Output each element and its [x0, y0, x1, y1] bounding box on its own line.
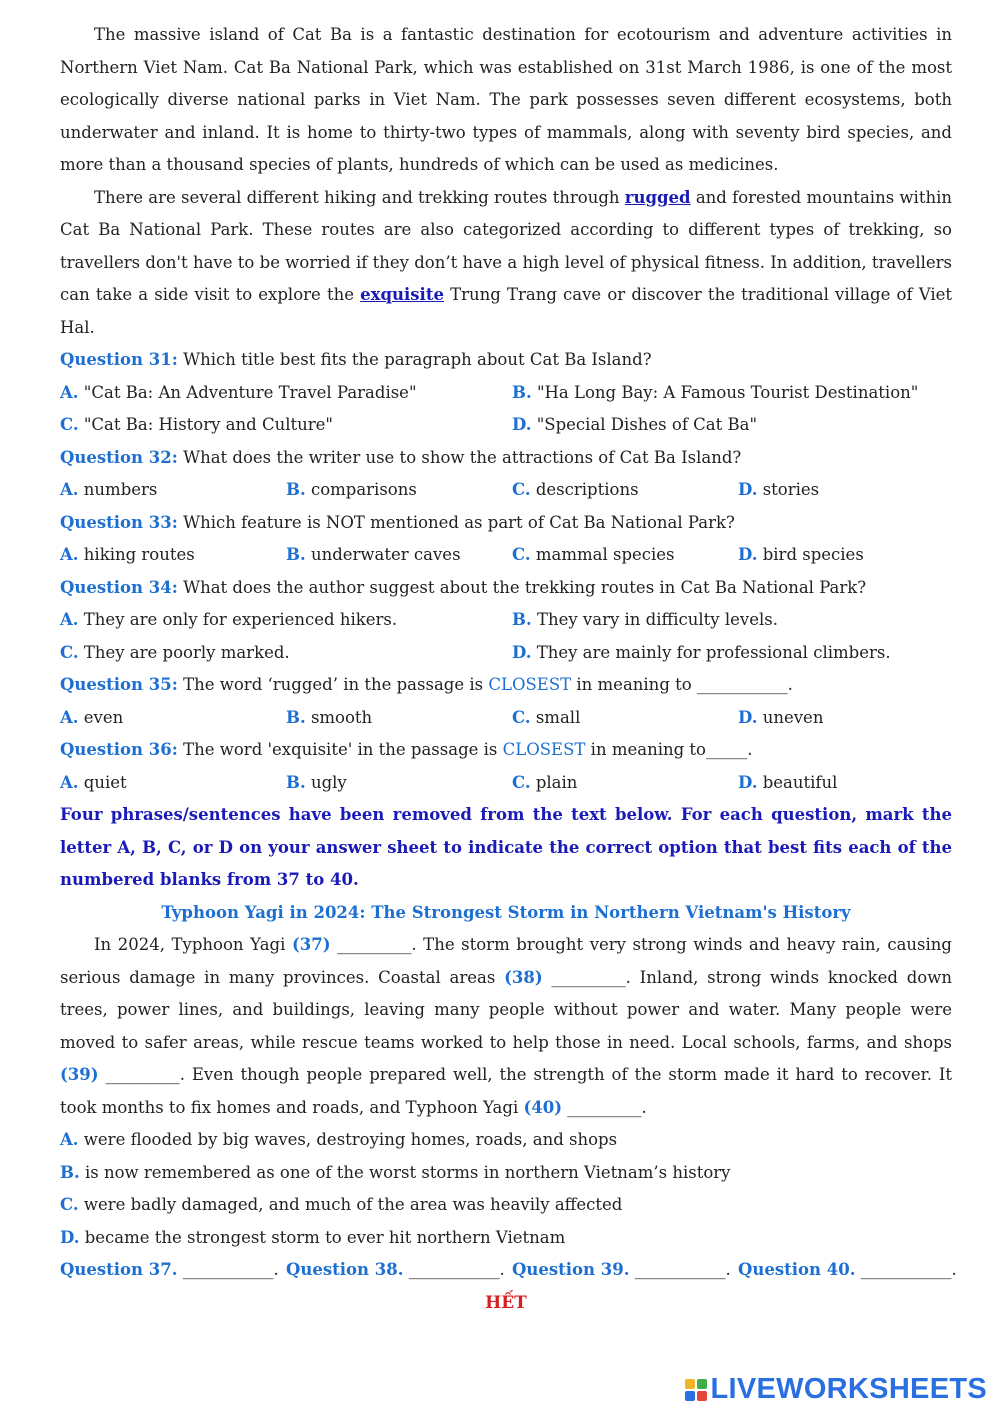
logo-square-2 — [697, 1379, 707, 1389]
option-b[interactable]: B. comparisons — [286, 480, 417, 499]
option-a[interactable]: A. "Cat Ba: An Adventure Travel Paradise" — [60, 382, 417, 402]
option-a[interactable]: A. hiking routes — [60, 545, 195, 564]
question-31: Question 31: Which title best fits the paragraph about Cat Ba Island? — [60, 350, 652, 369]
option-c[interactable]: C. mammal species — [512, 545, 675, 564]
question-33: Question 33: Which feature is NOT mentioned as part of Cat Ba National Park? — [60, 512, 735, 532]
option-d[interactable]: D. uneven — [738, 707, 824, 727]
gap-option-d: D. became the strongest storm to ever hit northern Vietnam — [60, 1227, 566, 1247]
brand-name: LIVEWORKSHEETS — [710, 1373, 987, 1405]
blank-39-marker: (39) — [60, 1065, 99, 1084]
highlight-word-rugged: rugged — [624, 187, 691, 207]
passage-2-text: In 2024, Typhoon Yagi (37) _________. The storm brought very strong winds and heavy rain, causing serious damage in many provinces. Coastal areas (38) _________. Inland, strong winds knocked down trees, power lines, and buildings, leaving many people without power and water. Many people were moved to safer areas, while rescue teams worked to help those in need. Local schools, farms, and shops (39) _________. Even though people prepared well, the strength of the storm made it hard to recover. It took months to fix homes and roads, and Typhoon Yagi (40) _________. — [60, 935, 952, 1117]
question-36-options — [60, 767, 952, 800]
option-c[interactable]: C. small — [512, 707, 581, 727]
blank-40-marker: (40) — [523, 1097, 563, 1117]
blank-37-marker: (37) — [291, 935, 331, 954]
gap-option-a: A. were flooded by big waves, destroying homes, roads, and shops — [60, 1130, 618, 1149]
gap-option-b: B. is now remembered as one of the worst storms in northern Vietnam’s history — [60, 1162, 731, 1182]
question-32: Question 32: What does the writer use to show the attractions of Cat Ba Island? — [60, 447, 742, 467]
option-c[interactable]: C. plain — [512, 772, 578, 792]
question-34-options-row-1 — [60, 604, 952, 637]
option-a[interactable]: A. numbers — [60, 480, 158, 499]
option-d[interactable]: D. They are mainly for professional climbers. — [512, 642, 891, 662]
answer-slot-38[interactable]: Question 38. ___________. — [286, 1260, 505, 1279]
logo-square-1 — [685, 1379, 695, 1389]
option-c[interactable]: C. They are poorly marked. — [60, 642, 290, 662]
question-35-options — [60, 702, 952, 735]
emphasis-closest: CLOSEST — [488, 675, 572, 694]
question-33-options — [60, 539, 952, 572]
option-d[interactable]: D. beautiful — [738, 772, 838, 792]
answer-slot-39[interactable]: Question 39. ___________. — [512, 1260, 731, 1279]
question-31-options-row-2 — [60, 409, 952, 442]
option-b[interactable]: B. They vary in difficulty levels. — [512, 610, 778, 629]
logo-square-3 — [685, 1391, 695, 1401]
question-36: Question 36: The word 'exquisite' in the passage is CLOSEST in meaning to_____. — [60, 740, 753, 759]
option-a[interactable]: A. even — [60, 707, 124, 727]
option-b[interactable]: B. ugly — [286, 772, 347, 792]
passage-paragraph-1: The massive island of Cat Ba is a fantastic destination for ecotourism and adventure activities in Northern Viet Nam. Cat Ba National Park, which was established on 31st March 1986, is one of the most ecologically diverse national parks in Viet Nam. The park possesses seven different ecosystems, both underwater and inland. It is home to thirty-two types of mammals, along with seventy bird species, and more than a thousand species of plants, hundreds of which can be used as medicines. — [60, 25, 952, 174]
worksheet-page — [60, 19, 957, 1319]
blank-38-marker: (38) — [504, 967, 543, 987]
passage-paragraph-2: There are several different hiking and trekking routes through rugged and forested mountains within Cat Ba National Park. These routes are also categorized according to different types of trekking, so travellers don't have to be worried if they don’t have a high level of physical fitness. In addition, travellers can take a side visit to explore the exquisite Trung Trang cave or discover the traditional village of Viet Hal. — [60, 187, 952, 337]
option-b[interactable]: B. underwater caves — [286, 545, 461, 564]
option-c[interactable]: C. "Cat Ba: History and Culture" — [60, 415, 333, 434]
option-b[interactable]: B. "Ha Long Bay: A Famous Tourist Destination" — [512, 382, 919, 402]
liveworksheets-logo-icon — [685, 1379, 707, 1401]
option-d[interactable]: D. stories — [738, 480, 820, 499]
option-c[interactable]: C. descriptions — [512, 480, 639, 499]
question-35: Question 35: The word ‘rugged’ in the passage is CLOSEST in meaning to ___________. — [60, 675, 793, 694]
option-d[interactable]: D. "Special Dishes of Cat Ba" — [512, 415, 758, 434]
highlight-word-exquisite: exquisite — [360, 285, 444, 304]
option-b[interactable]: B. smooth — [286, 707, 373, 727]
emphasis-closest: CLOSEST — [502, 740, 586, 759]
answer-slot-37[interactable]: Question 37. ___________. — [60, 1260, 279, 1279]
question-34-options-row-2 — [60, 637, 952, 670]
question-32-options — [60, 474, 952, 507]
option-d[interactable]: D. bird species — [738, 545, 864, 564]
answer-row — [60, 1254, 957, 1287]
end-mark: HẾT — [485, 1292, 527, 1313]
gap-option-c: C. were badly damaged, and much of the area was heavily affected — [60, 1195, 623, 1214]
section-instruction: Four phrases/sentences have been removed from the text below. For each question, mark the letter A, B, C, or D on your answer sheet to indicate the correct option that best fits each of the numbered blanks from 37 to 40. — [60, 805, 952, 889]
passage-title: Typhoon Yagi in 2024: The Strongest Storm in Northern Vietnam's History — [161, 902, 851, 922]
option-a[interactable]: A. They are only for experienced hikers. — [60, 610, 398, 629]
question-34: Question 34: What does the author suggest about the trekking routes in Cat Ba National Park? — [60, 577, 867, 597]
question-31-options-row-1 — [60, 377, 952, 410]
option-a[interactable]: A. quiet — [60, 772, 127, 792]
logo-square-4 — [697, 1391, 707, 1401]
liveworksheets-brand[interactable] — [685, 1373, 988, 1406]
answer-slot-40[interactable]: Question 40. ___________. — [738, 1260, 957, 1279]
